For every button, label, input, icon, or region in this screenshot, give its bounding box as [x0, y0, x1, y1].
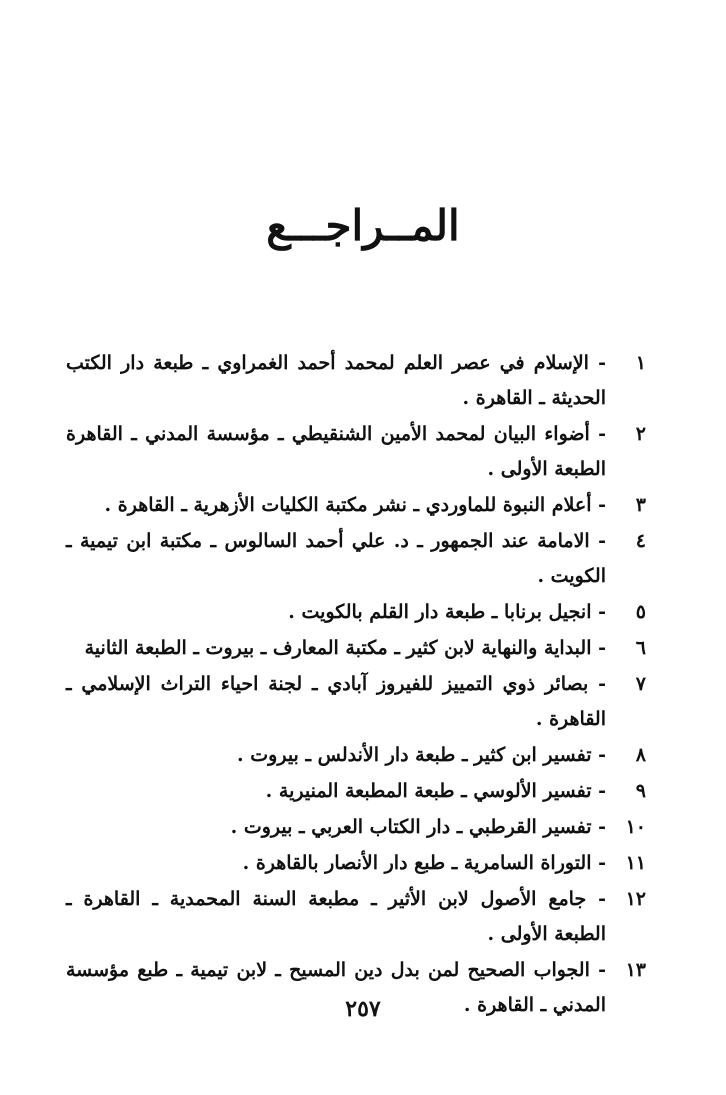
reference-number: ٢	[635, 423, 646, 445]
reference-number: ١٠	[625, 816, 646, 838]
reference-text: - أعلام النبوة للماوردي ـ نشر مكتبة الكليات الأزهرية ـ القاهرة .	[104, 494, 606, 516]
reference-text: - بصائر ذوي التمييز للفيروز آبادي ـ لجنة احياء التراث الإسلامي ـ القاهرة .	[66, 673, 606, 730]
reference-number: ٩	[635, 780, 646, 802]
reference-text: - التوراة السامرية ـ طبع دار الأنصار بالقاهرة .	[242, 852, 606, 874]
reference-number: ٦	[635, 637, 646, 659]
reference-item	[66, 882, 646, 952]
reference-number: ٣	[635, 494, 646, 516]
reference-text: - الجواب الصحيح لمن بدل دين المسيح ـ لابن تيمية ـ طبع مؤسسة المدني ـ القاهرة .	[66, 959, 606, 1016]
reference-number: ٨	[635, 744, 646, 766]
reference-text: - انجيل برنابا ـ طبعة دار القلم بالكويت .	[288, 601, 606, 623]
reference-number: ١٣	[625, 959, 646, 981]
page-number: ٢٥٧	[345, 996, 381, 1022]
reference-item	[66, 810, 646, 845]
reference-text: - الامامة عند الجمهور ـ د. علي أحمد السالوس ـ مكتبة ابن تيمية ـ الكويت .	[66, 530, 606, 587]
reference-text: - البداية والنهاية لابن كثير ـ مكتبة المعارف ـ بيروت ـ الطبعة الثانية	[84, 637, 606, 659]
reference-text: - تفسير الألوسي ـ طبعة المطبعة المنيرية .	[265, 780, 606, 802]
reference-item	[66, 524, 646, 594]
reference-item	[66, 738, 646, 773]
reference-item	[66, 846, 646, 881]
reference-number: ٥	[635, 601, 646, 623]
reference-item	[66, 346, 646, 416]
reference-text: - الإسلام في عصر العلم لمحمد أحمد الغمراوي ـ طبعة دار الكتب الحديثة ـ القاهرة .	[66, 352, 606, 409]
reference-number: ٧	[635, 673, 646, 695]
reference-number: ١١	[625, 852, 646, 874]
reference-item	[66, 631, 646, 666]
references-list	[66, 346, 646, 1024]
reference-text: - جامع الأصول لابن الأثير ـ مطبعة السنة المحمدية ـ القاهرة ـ الطبعة الأولى .	[66, 888, 606, 945]
reference-text: - تفسير القرطبي ـ دار الكتاب العربي ـ بيروت .	[230, 816, 606, 838]
reference-item	[66, 488, 646, 523]
reference-item	[66, 667, 646, 737]
page-title: المــراجـــع	[266, 201, 460, 250]
reference-item	[66, 595, 646, 630]
reference-item	[66, 417, 646, 487]
reference-text: - أضواء البيان لمحمد الأمين الشنقيطي ـ مؤسسة المدني ـ القاهرة الطبعة الأولى .	[66, 423, 606, 480]
reference-item	[66, 774, 646, 809]
reference-text: - تفسير ابن كثير ـ طبعة دار الأندلس ـ بيروت .	[237, 744, 606, 766]
reference-number: ٤	[635, 530, 646, 552]
reference-number: ١	[635, 352, 646, 374]
reference-number: ١٢	[625, 888, 646, 910]
